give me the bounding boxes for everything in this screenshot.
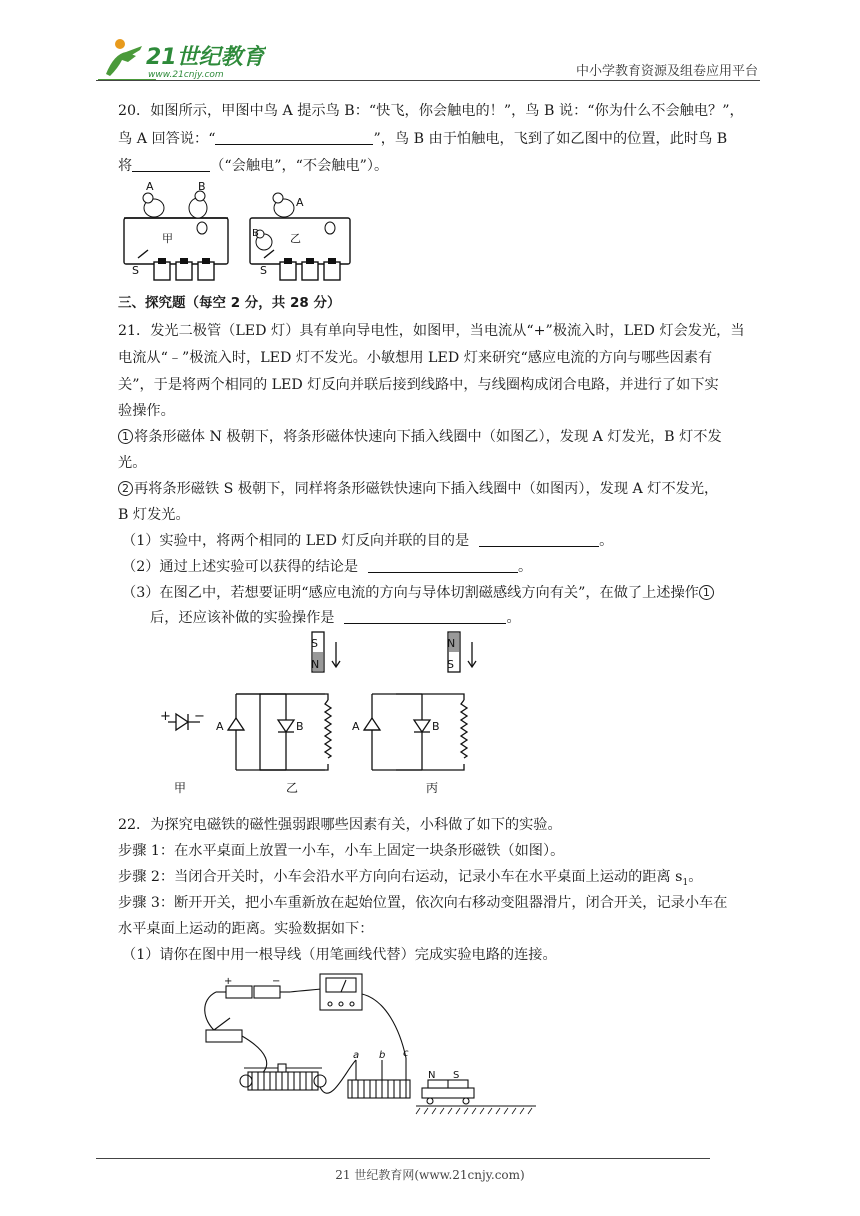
q21-sub3-text: （3）在图乙中，若想要证明“感应电流的方向与导体切割磁感线方向有关”，在做了上述操作 — [122, 585, 699, 601]
q21-step1-line1 — [118, 424, 722, 450]
q22-figure — [196, 970, 546, 1120]
q20-label-s-yi: S — [260, 264, 267, 277]
q21-label-jia: 甲 — [174, 781, 187, 795]
q20-label-a-jia: A — [146, 180, 154, 193]
q20-answer-blank-2[interactable] — [132, 156, 210, 172]
q22-battery-minus: − — [272, 976, 281, 987]
q21-step1-text: 将条形磁体 N 极朝下，将条形磁体快速向下插入线圈中（如图乙），发现 A 灯发光，B 灯不发 — [134, 429, 722, 445]
q22-battery-plus: + — [224, 976, 233, 987]
q21-sub3-line2 — [150, 605, 521, 631]
q21-line3: 关”，于是将两个相同的 LED 灯反向并联后接到线路中，与线圈构成闭合电路，并进行了如下实 — [118, 377, 719, 393]
q20-label-jia: 甲 — [162, 232, 173, 245]
q22-magnet-s: S — [453, 1070, 460, 1081]
q21-step2-line2: B 灯发光。 — [118, 507, 190, 523]
q22-magnet-n: N — [428, 1070, 436, 1081]
q21-line2: 电流从“﹣”极流入时，LED 灯不发光。小敏想用 LED 灯来研究“感应电流的方向与哪些因素有 — [118, 350, 713, 366]
q21-figure — [150, 630, 490, 800]
q22-step2-end: 。 — [688, 869, 703, 885]
q22-sub1: （1）请你在图中用一根导线（用笔画线代替）完成实验电路的连接。 — [122, 947, 557, 963]
q22-step2-subscript: 1 — [682, 877, 689, 888]
q21-bing-label-b: B — [432, 720, 440, 733]
q22-step3-line2: 水平桌面上运动的距离。实验数据如下： — [118, 921, 374, 937]
footer-text[interactable]: 21 世纪教育网(www.21cnjy.com) — [335, 1168, 525, 1182]
q21-line4: 验操作。 — [118, 403, 175, 419]
q21-yi-label-a: A — [216, 720, 224, 733]
q21-sub1-text: （1）实验中，将两个相同的 LED 灯反向并联的目的是 — [122, 533, 470, 549]
q21-sub2-text: （2）通过上述实验可以获得的结论是 — [122, 559, 359, 575]
q20-line2 — [118, 126, 727, 152]
q21-sub2-end: 。 — [518, 559, 533, 575]
q22-step2-text: 步骤 2：当闭合开关时，小车会沿水平方向向右运动，记录小车在水平桌面上运动的距离 s — [118, 869, 683, 885]
q22-terminal-c: c — [403, 1048, 409, 1059]
q21-sub1 — [122, 528, 613, 554]
q21-sub3-end: 。 — [506, 610, 521, 626]
q21-answer-blank-3[interactable] — [344, 608, 506, 624]
logo-text: 21世纪教育 — [146, 45, 265, 70]
logo-url: www.21cnjy.com — [148, 70, 224, 80]
q21-sub3-line1 — [122, 580, 715, 606]
q21-sub2 — [122, 554, 532, 580]
q21-yi-magnet-s: S — [311, 637, 318, 650]
q21-yi-magnet-n: N — [311, 658, 320, 671]
q22-terminal-a: a — [353, 1050, 360, 1061]
q21-step2-line1 — [118, 476, 718, 502]
q20-line3-end: （“会触电”，“不会触电”）。 — [210, 158, 389, 174]
q21-bing-magnet-n: N — [447, 637, 456, 650]
q20-label-b-jia: B — [198, 180, 206, 193]
q21-yi-label-b: B — [296, 720, 304, 733]
q22-line1: 22．为探究电磁铁的磁性强弱跟哪些因素有关，小科做了如下的实验。 — [118, 817, 562, 833]
q20-line3-start: 将 — [118, 158, 133, 174]
q21-sub3-text-2: 后，还应该补做的实验操作是 — [150, 610, 335, 626]
q20-line3 — [118, 153, 388, 179]
circled-number-1b: 1 — [699, 585, 714, 600]
header-divider — [96, 80, 760, 81]
logo-graphic — [96, 34, 266, 82]
q20-label-s-jia: S — [132, 264, 139, 277]
q20-label-a-yi: A — [296, 196, 304, 209]
q22-terminal-b: b — [379, 1050, 386, 1061]
site-logo[interactable] — [96, 34, 266, 82]
q21-bing-magnet-s: S — [447, 658, 454, 671]
q21-label-bing: 丙 — [426, 781, 439, 795]
q20-label-yi: 乙 — [290, 232, 301, 245]
q21-bing-label-a: A — [352, 720, 360, 733]
q22-step1: 步骤 1：在水平桌面上放置一小车，小车上固定一块条形磁铁（如图）。 — [118, 843, 565, 859]
section-title: 三、探究题（每空 2 分，共 28 分） — [118, 295, 341, 311]
q20-figure — [118, 178, 358, 286]
q21-minus-sign: − — [194, 709, 205, 724]
footer-divider — [96, 1158, 710, 1159]
q21-step1-line2: 光。 — [118, 455, 147, 471]
q21-sub1-end: 。 — [599, 533, 614, 549]
q21-label-yi: 乙 — [286, 781, 299, 795]
q20-line2-end: ”，鸟 B 由于怕触电，飞到了如乙图中的位置，此时鸟 B — [373, 131, 728, 147]
q20-answer-blank-1[interactable] — [215, 129, 373, 145]
platform-name: 中小学教育资源及组卷应用平台 — [575, 64, 758, 79]
q21-answer-blank-2[interactable] — [368, 557, 518, 573]
q21-plus-sign: + — [160, 709, 171, 724]
q21-line1: 21．发光二极管（LED 灯）具有单向导电性，如图甲，当电流从“+”极流入时，LED 灯会发光，当 — [118, 323, 745, 339]
circled-number-1: 1 — [118, 429, 133, 444]
q20-line2-start: 鸟 A 回答说：“ — [118, 131, 216, 147]
q21-answer-blank-1[interactable] — [479, 531, 599, 547]
q21-step2-text: 再将条形磁铁 S 极朝下，同样将条形磁铁快速向下插入线圈中（如图丙），发现 A 灯不发光， — [134, 481, 719, 497]
q20-label-b-yi: B — [252, 228, 259, 239]
q20-line1: 20．如图所示，甲图中鸟 A 提示鸟 B：“快飞，你会触电的！”，鸟 B 说：“你为什么不会触电？”， — [118, 103, 744, 119]
q22-step3-line1: 步骤 3：断开开关，把小车重新放在起始位置，依次向右移动变阻器滑片，闭合开关，记录小车在 — [118, 895, 728, 911]
circled-number-2: 2 — [118, 481, 133, 496]
